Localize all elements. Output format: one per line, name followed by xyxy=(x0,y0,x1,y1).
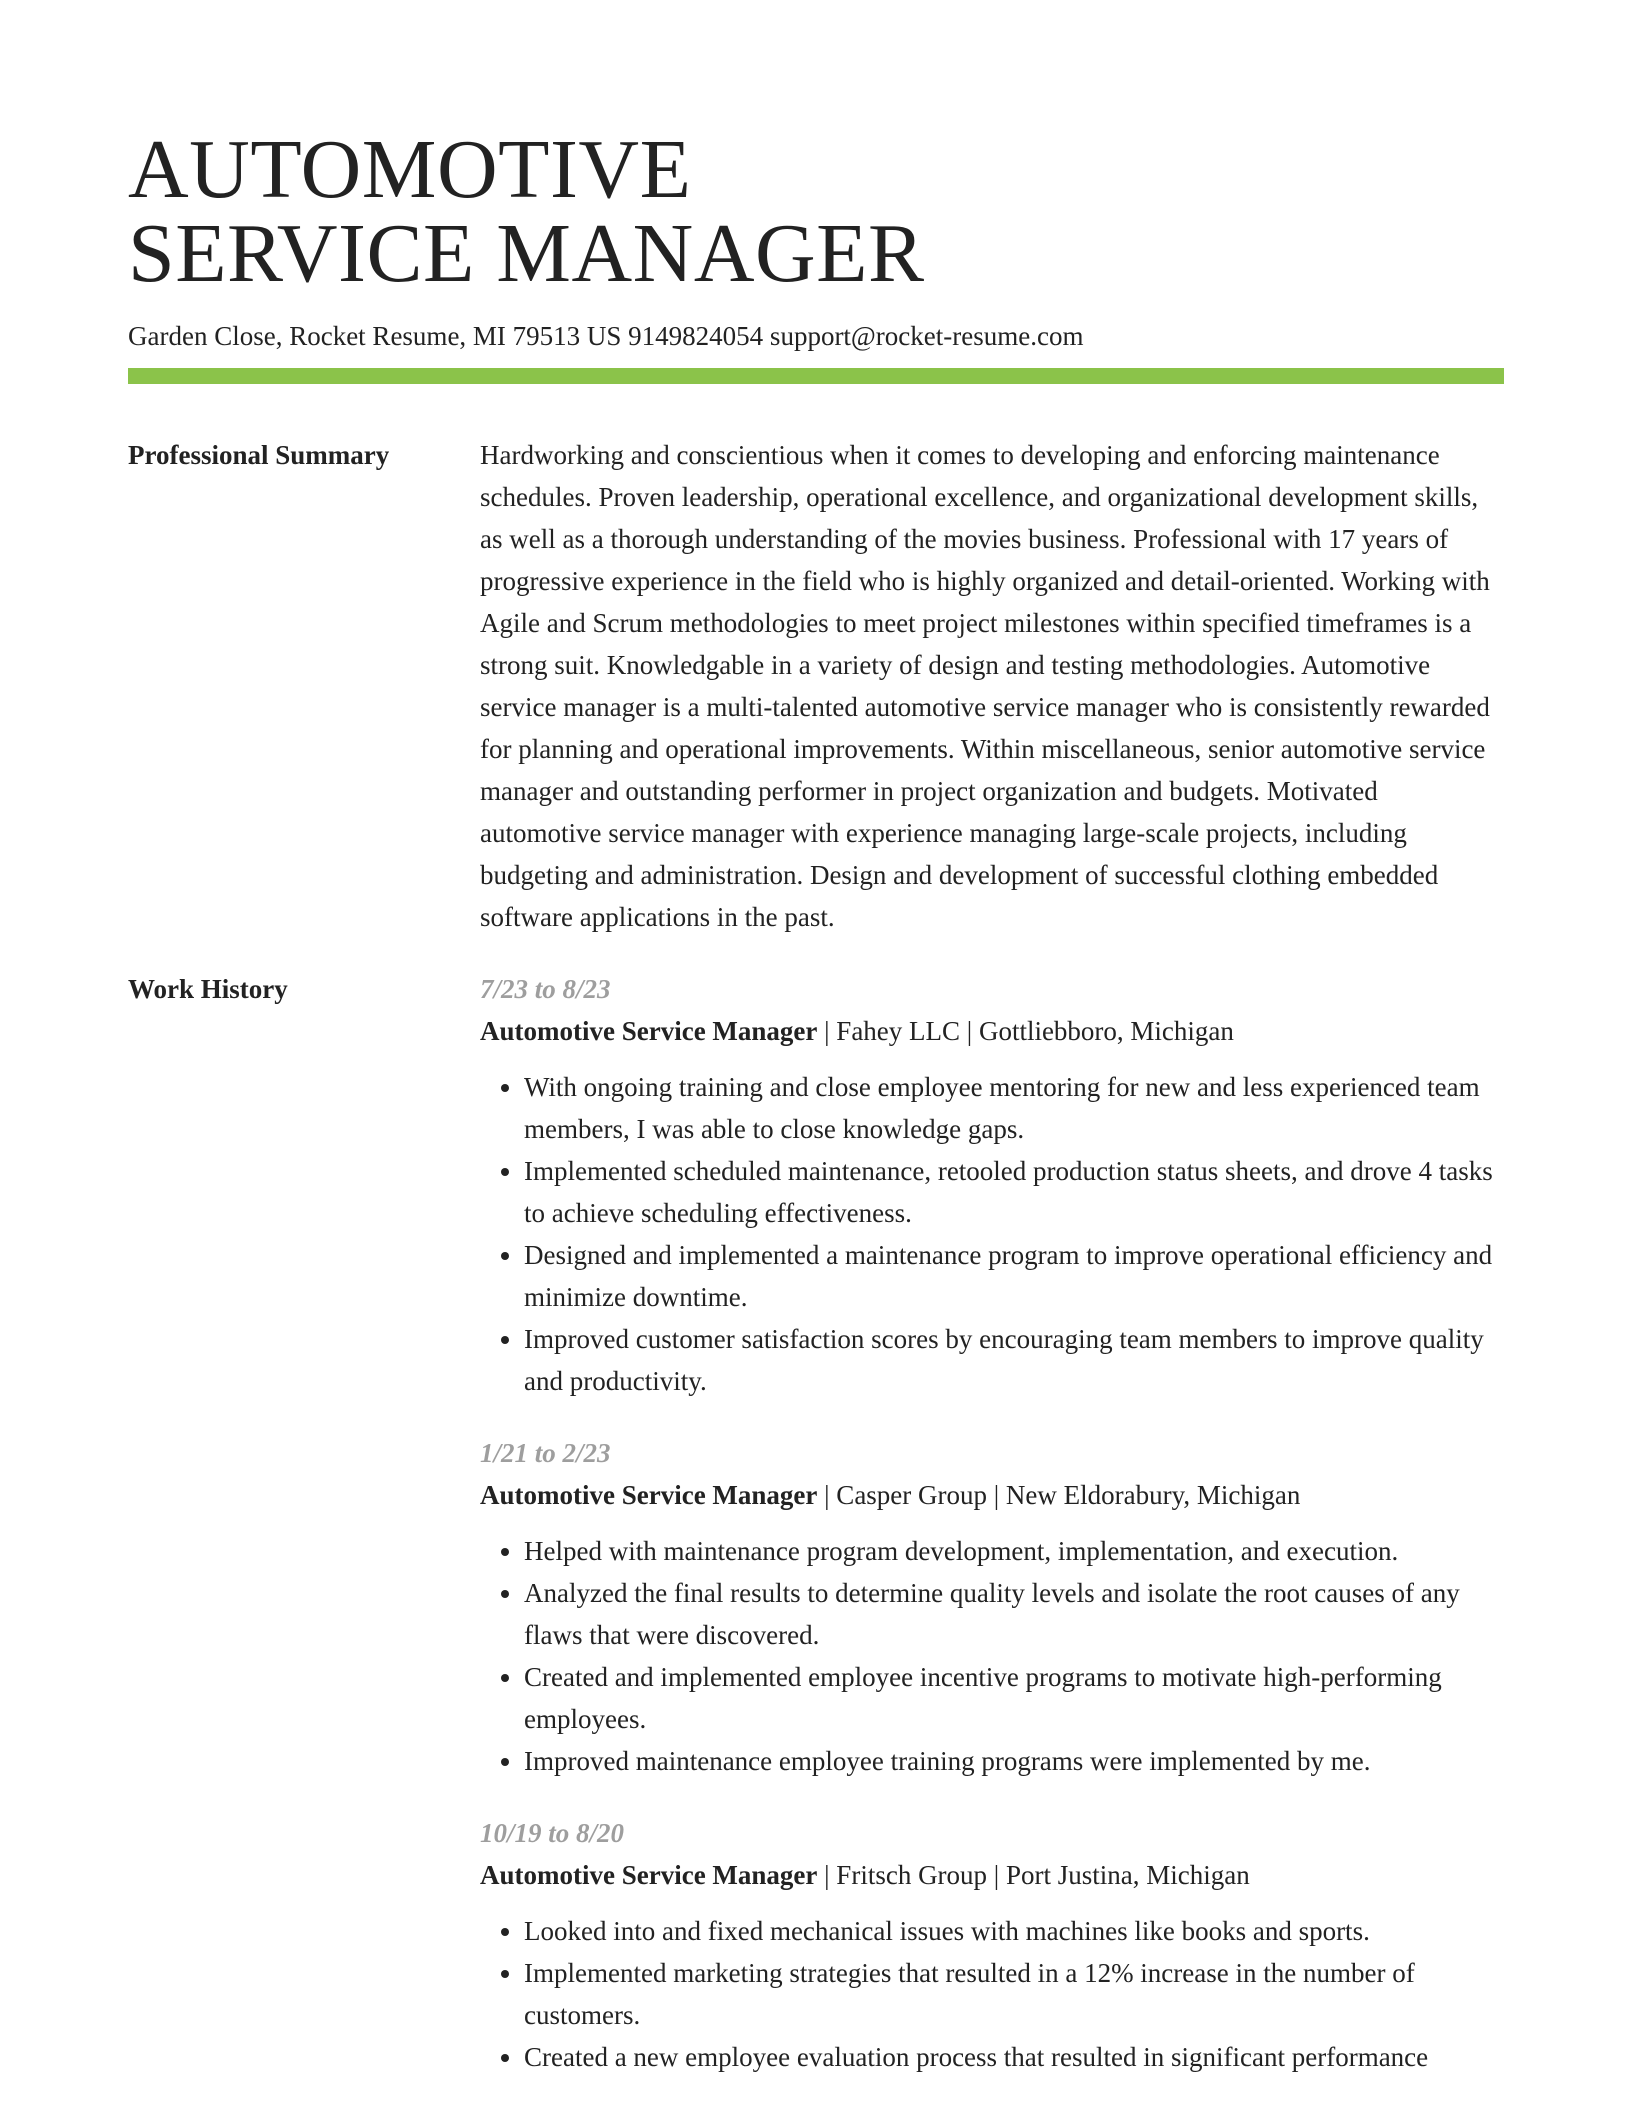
accent-divider xyxy=(128,368,1504,384)
job-entry xyxy=(480,968,1504,1402)
job-bullet: • Created a new employee evaluation process that resulted in significant performance xyxy=(524,2036,1504,2078)
job-title: Automotive Service Manager xyxy=(480,1860,818,1890)
job-bullet: • Designed and implemented a maintenance program to improve operational efficiency and minimize downtime. xyxy=(524,1234,1504,1318)
title-line-2: SERVICE MANAGER xyxy=(128,207,925,300)
job-dates: 7/23 to 8/23 xyxy=(480,974,611,1004)
title-line-1: AUTOMOTIVE xyxy=(128,123,692,216)
job-bullet: • Looked into and fixed mechanical issues with machines like books and sports. xyxy=(524,1910,1504,1952)
work-history-list xyxy=(480,968,1504,2108)
job-title: Automotive Service Manager xyxy=(480,1480,818,1510)
job-bullet: • Improved customer satisfaction scores by encouraging team members to improve quality and productivity. xyxy=(524,1318,1504,1402)
job-heading xyxy=(480,1474,1504,1516)
job-bullet: • Helped with maintenance program development, implementation, and execution. xyxy=(524,1530,1504,1572)
job-bullet: • Analyzed the final results to determine quality levels and isolate the root causes of any flaws that were discovered. xyxy=(524,1572,1504,1656)
contact-info: Garden Close, Rocket Resume, MI 79513 US 9149824054 support@rocket-resume.com xyxy=(128,321,1084,351)
job-bullet: • Implemented marketing strategies that resulted in a 12% increase in the number of customers. xyxy=(524,1952,1504,2036)
job-bullet: • Implemented scheduled maintenance, retooled production status sheets, and drove 4 tasks to achieve scheduling effectiveness. xyxy=(524,1150,1504,1234)
professional-summary-section xyxy=(128,434,1504,938)
job-entry xyxy=(480,1432,1504,1782)
job-details: | Fritsch Group | Port Justina, Michigan xyxy=(817,1860,1250,1890)
summary-body xyxy=(480,434,1504,938)
job-heading xyxy=(480,1854,1504,1896)
section-label-work: Work History xyxy=(128,974,288,1004)
job-details: | Fahey LLC | Gottliebboro, Michigan xyxy=(817,1016,1234,1046)
resume-title xyxy=(128,123,1504,300)
job-bullet: • Created and implemented employee incentive programs to motivate high-performing employees. xyxy=(524,1656,1504,1740)
job-bullets xyxy=(480,1066,1504,1402)
job-dates: 10/19 to 8/20 xyxy=(480,1818,625,1848)
job-bullets xyxy=(480,1910,1504,2078)
job-entry xyxy=(480,1812,1504,2078)
job-bullets xyxy=(480,1530,1504,1782)
job-details: | Casper Group | New Eldorabury, Michigan xyxy=(817,1480,1301,1510)
work-history-section xyxy=(128,968,1504,2108)
job-dates: 1/21 to 2/23 xyxy=(480,1438,611,1468)
resume-page xyxy=(128,123,1504,2108)
summary-text: Hardworking and conscientious when it comes to developing and enforcing maintenance schedules. Proven leadership, operational excellence, and organizational development skills, as well as a thorough understanding of the movies business. Professional with 17 years of progressive experience in the field who is highly organized and detail-oriented. Working with Agile and Scrum methodologies to meet project milestones within specified timeframes is a strong suit. Knowledgable in a variety of design and testing methodologies. Automotive service manager is a multi-talented automotive service manager who is consistently rewarded for planning and operational improvements. Within miscellaneous, senior automotive service manager and outstanding performer in project organization and budgets. Motivated automotive service manager with experience managing large-scale projects, including budgeting and administration. Design and development of successful clothing embedded software applications in the past. xyxy=(480,440,1490,932)
job-bullet: • Improved maintenance employee training programs were implemented by me. xyxy=(524,1740,1504,1782)
job-heading xyxy=(480,1010,1504,1052)
job-bullet: • With ongoing training and close employee mentoring for new and less experienced team members, I was able to close knowledge gaps. xyxy=(524,1066,1504,1150)
section-label-summary: Professional Summary xyxy=(128,440,390,470)
job-title: Automotive Service Manager xyxy=(480,1016,818,1046)
